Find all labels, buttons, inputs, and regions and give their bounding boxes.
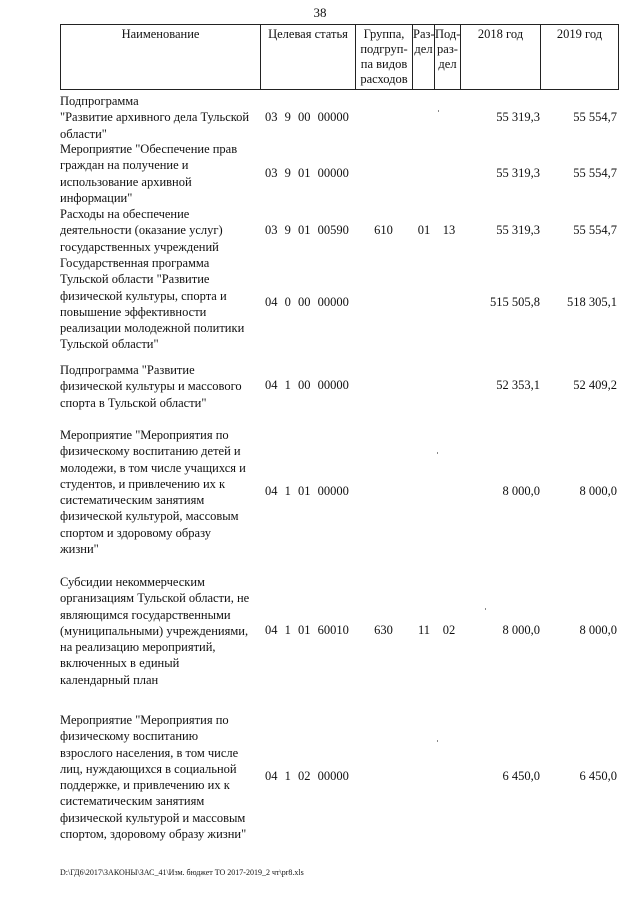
header-razdel-line: дел: [414, 42, 433, 56]
row-name-line: области": [60, 126, 107, 141]
header-group-line: па видов: [360, 57, 408, 71]
row-name-line: спортом и здоровому образу: [60, 525, 212, 540]
row-name-line: организациям Тульской области, не: [60, 591, 250, 606]
row-2019: 6 450,0: [579, 769, 617, 783]
scan-speck: [437, 740, 438, 742]
page-number: 38: [313, 5, 327, 20]
row-name-line: физическому воспитанию: [60, 729, 199, 744]
row-name-line: календарный план: [60, 672, 159, 687]
header-podrazdel-line: Под-: [435, 27, 461, 41]
row-name-line: деятельности (оказание услуг): [60, 223, 223, 238]
row-2019: 8 000,0: [579, 484, 617, 498]
row-name-line: систематическим занятиям: [60, 794, 205, 809]
row-code: 04 1 00 00000: [265, 378, 349, 392]
row-name-line: повышение эффективности: [60, 304, 207, 319]
file-path-footer: D:\ГД6\2017\ЗАКОНЫ\ЗАС_41\Изм. бюджет ТО 2017-2019_2 чт\pr8.xls: [60, 868, 304, 877]
row-name-line: спортом, здоровому образу жизни": [60, 827, 247, 842]
row-name-line: физическому воспитанию детей и: [60, 444, 241, 459]
row-podrazdel: 13: [442, 223, 456, 237]
row-name-line: Мероприятие "Мероприятия по: [60, 713, 229, 727]
header-name: [61, 25, 261, 89]
header-2018: [461, 25, 541, 89]
row-2018: 8 000,0: [502, 484, 540, 498]
table-header: [60, 24, 619, 90]
row-2019: 52 409,2: [573, 378, 617, 392]
row-code: 04 1 01 60010: [265, 623, 349, 637]
header-podrazdel: [435, 25, 461, 89]
row-name-line: студентов, и привлечению их к: [60, 476, 226, 491]
row-name-line: Государственная программа: [60, 256, 210, 270]
row-name-line: являющимся государственными: [60, 607, 231, 622]
scan-speck: [437, 452, 438, 454]
header-group: [356, 25, 413, 89]
row-code: 04 1 01 00000: [265, 484, 349, 498]
header-group-line: расходов: [360, 72, 408, 86]
row-name-line: реализации молодежной политики: [60, 321, 245, 336]
row-razdel: 11: [417, 623, 431, 637]
row-name: [60, 93, 265, 142]
row-name-line: на реализацию мероприятий,: [60, 640, 216, 655]
scan-speck: [485, 608, 486, 610]
header-target-label: Целевая статья: [268, 27, 348, 41]
header-podrazdel-line: раз-: [437, 42, 458, 56]
row-name-line: Мероприятие "Мероприятия по: [60, 428, 229, 442]
row-name-line: поддержке, и привлечению их к: [60, 778, 230, 793]
row-name-line: спорта в Тульской области": [60, 395, 207, 410]
row-code: 03 9 00 00000: [265, 110, 349, 124]
row-2019: 8 000,0: [579, 623, 617, 637]
row-name: [60, 712, 265, 842]
row-name-line: взрослого населения, в том числе: [60, 745, 239, 760]
header-target: [261, 25, 356, 89]
row-group: 610: [374, 223, 393, 237]
row-name-line: использование архивной: [60, 174, 192, 189]
row-name-line: физической культуры, спорта и: [60, 288, 227, 303]
row-razdel: 01: [417, 223, 431, 237]
header-2019: [541, 25, 619, 89]
row-name-line: Подпрограмма: [60, 94, 139, 108]
row-name-line: Расходы на обеспечение: [60, 207, 190, 221]
row-name: [60, 141, 265, 206]
row-name: [60, 574, 265, 688]
row-name-line: Подпрограмма "Развитие: [60, 363, 195, 377]
row-2018: 55 319,3: [496, 166, 540, 180]
header-group-line: подгруп-: [360, 42, 408, 56]
scan-speck: [438, 110, 439, 112]
row-name-line: информации": [60, 190, 133, 205]
header-razdel: [413, 25, 435, 89]
row-code: 04 0 00 00000: [265, 295, 349, 309]
header-razdel-line: Раз-: [413, 27, 435, 41]
row-name-line: систематическим занятиям: [60, 493, 205, 508]
header-group-line: Группа,: [363, 27, 405, 41]
row-2018: 55 319,3: [496, 110, 540, 124]
row-name-line: молодежи, в том числе учащихся и: [60, 460, 246, 475]
row-name-line: физической культуры и массового: [60, 379, 242, 394]
row-2018: 52 353,1: [496, 378, 540, 392]
row-2018: 8 000,0: [502, 623, 540, 637]
row-name-line: граждан на получение и: [60, 158, 189, 173]
row-name-line: (муниципальными) учреждениями,: [60, 623, 249, 638]
row-2019: 518 305,1: [567, 295, 617, 309]
row-2019: 55 554,7: [573, 223, 617, 237]
row-2018: 515 505,8: [490, 295, 540, 309]
row-2019: 55 554,7: [573, 110, 617, 124]
row-name-line: государственных учреждений: [60, 239, 219, 254]
row-name-line: физической культурой и массовым: [60, 810, 246, 825]
header-name-label: Наименование: [121, 27, 200, 41]
header-2019-label: 2019 год: [556, 27, 603, 41]
row-2019: 55 554,7: [573, 166, 617, 180]
row-podrazdel: 02: [442, 623, 456, 637]
row-name: [60, 362, 265, 411]
row-name: [60, 255, 265, 353]
row-name-line: лиц, нуждающихся в социальной: [60, 761, 237, 776]
row-name-line: "Развитие архивного дела Тульской: [60, 110, 250, 125]
row-name-line: включенных в единый: [60, 656, 180, 671]
row-group: 630: [374, 623, 393, 637]
row-name-line: физической культурой, массовым: [60, 509, 239, 524]
header-2018-label: 2018 год: [477, 27, 524, 41]
row-name: [60, 427, 265, 557]
row-name-line: Субсидии некоммерческим: [60, 575, 205, 589]
row-name: [60, 206, 265, 255]
row-name-line: Мероприятие "Обеспечение прав: [60, 142, 238, 156]
row-code: 04 1 02 00000: [265, 769, 349, 783]
header-podrazdel-line: дел: [438, 57, 457, 71]
row-name-line: Тульской области": [60, 337, 159, 352]
row-name-line: Тульской области "Развитие: [60, 272, 210, 287]
row-code: 03 9 01 00590: [265, 223, 349, 237]
row-name-line: жизни": [60, 542, 99, 557]
row-2018: 55 319,3: [496, 223, 540, 237]
row-2018: 6 450,0: [502, 769, 540, 783]
row-code: 03 9 01 00000: [265, 166, 349, 180]
